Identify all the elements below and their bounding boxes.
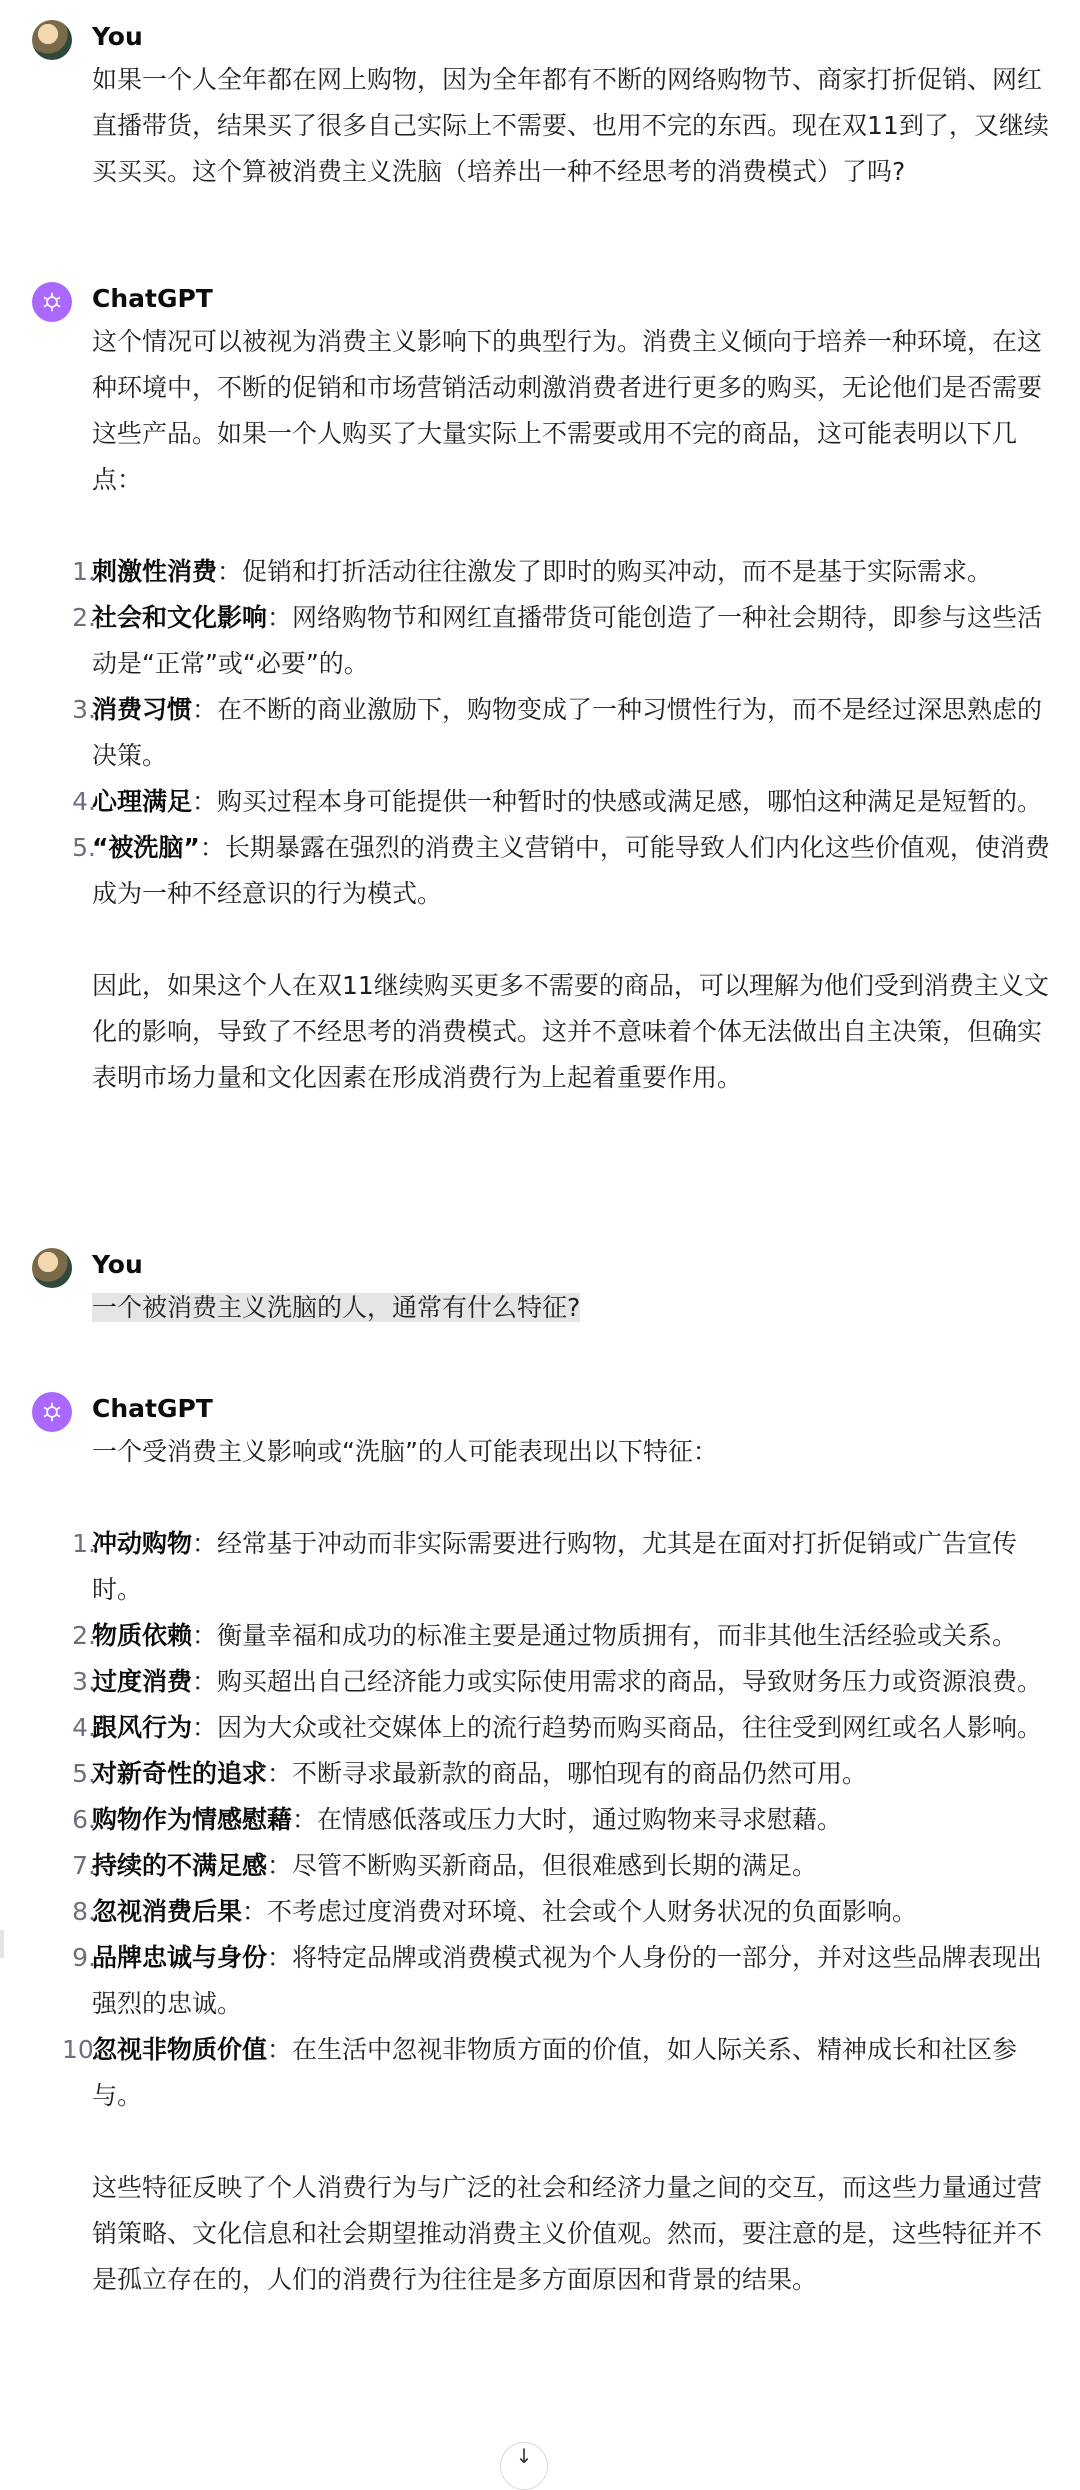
chatgpt-avatar bbox=[32, 282, 72, 322]
list-item-body: ：经常基于冲动而非实际需要进行购物，尤其是在面对打折促销或广告宣传时。 bbox=[92, 1529, 1018, 1604]
list-number: 6. bbox=[72, 1805, 96, 1834]
list-item-title: 心理满足 bbox=[92, 787, 193, 816]
openai-logo-icon bbox=[39, 1399, 65, 1425]
list-number: 2. bbox=[72, 1621, 96, 1650]
response-list bbox=[62, 1521, 1052, 2119]
response-outro: 因此，如果这个人在双11继续购买更多不需要的商品，可以理解为他们受到消费主义文化的影响，导致了不经思考的消费模式。这并不意味着个体无法做出自主决策，但确实表明市场力量和文化因素在形成消费行为上起着重要作用。 bbox=[92, 971, 1049, 1092]
list-item-title: 消费习惯 bbox=[92, 695, 193, 724]
list-item-title: 对新奇性的追求 bbox=[92, 1759, 268, 1788]
list-item bbox=[72, 1659, 1052, 1705]
response-list bbox=[72, 549, 1052, 917]
list-number: 3. bbox=[72, 1667, 96, 1696]
list-number: 9. bbox=[72, 1943, 96, 1972]
list-number: 3. bbox=[72, 695, 96, 724]
list-item bbox=[72, 1935, 1052, 2027]
list-number: 4. bbox=[72, 1713, 96, 1742]
list-number: 2. bbox=[72, 603, 96, 632]
list-item-body: ：在生活中忽视非物质方面的价值，如人际关系、精神成长和社区参与。 bbox=[92, 2035, 1018, 2110]
response-outro: 这些特征反映了个人消费行为与广泛的社会和经济力量之间的交互，而这些力量通过营销策略、文化信息和社会期望推动消费主义价值观。然而，要注意的是，这些特征并不是孤立存在的，人们的消费行为往往是多方面原因和背景的结果。 bbox=[92, 2173, 1043, 2294]
user-prompt-text: 如果一个人全年都在网上购物，因为全年都有不断的网络购物节、商家打折促销、网红直播带货，结果买了很多自己实际上不需要、也用不完的东西。现在双11到了，又继续买买买。这个算被消费主义洗脑（培养出一种不经思考的消费模式）了吗? bbox=[92, 65, 1049, 186]
list-item-title: 物质依赖 bbox=[92, 1621, 193, 1650]
list-item-body: ：因为大众或社交媒体上的流行趋势而购买商品，往往受到网红或名人影响。 bbox=[192, 1713, 1043, 1742]
list-item-title: 过度消费 bbox=[92, 1667, 193, 1696]
list-item-body: ：不断寻求最新款的商品，哪怕现有的商品仍然可用。 bbox=[267, 1759, 868, 1788]
message-text bbox=[62, 1429, 1052, 2303]
message-author: You bbox=[92, 22, 143, 51]
user-prompt-text: 一个被消费主义洗脑的人，通常有什么特征? bbox=[92, 1293, 581, 1322]
list-number: 1. bbox=[72, 1529, 96, 1558]
list-number: 5. bbox=[72, 833, 96, 862]
list-item bbox=[72, 1751, 1052, 1797]
chatgpt-avatar bbox=[32, 1392, 72, 1432]
list-number: 8. bbox=[72, 1897, 96, 1926]
response-intro: 这个情况可以被视为消费主义影响下的典型行为。消费主义倾向于培养一种环境，在这种环境中，不断的促销和市场营销活动刺激消费者进行更多的购买，无论他们是否需要这些产品。如果一个人购买了大量实际上不需要或用不完的商品，这可能表明以下几点： bbox=[92, 327, 1043, 494]
list-item bbox=[72, 1521, 1052, 1613]
list-number: 5. bbox=[72, 1759, 96, 1788]
list-item-title: 购物作为情感慰藉 bbox=[92, 1805, 293, 1834]
message-text bbox=[92, 1285, 1052, 1331]
message-text bbox=[92, 57, 1052, 195]
list-item bbox=[72, 779, 1052, 825]
list-item bbox=[72, 1797, 1052, 1843]
list-item-title: 忽视消费后果 bbox=[92, 1897, 243, 1926]
list-item-title: 社会和文化影响 bbox=[92, 603, 268, 632]
message-text bbox=[72, 319, 1052, 1101]
list-item-body: ：尽管不断购买新商品，但很难感到长期的满足。 bbox=[267, 1851, 818, 1880]
list-item-body: ：长期暴露在强烈的消费主义营销中，可能导致人们内化这些价值观，使消费成为一种不经意识的行为模式。 bbox=[92, 833, 1050, 908]
list-item-title: 跟风行为 bbox=[92, 1713, 193, 1742]
list-item bbox=[72, 825, 1052, 917]
list-item-body: ：衡量幸福和成功的标准主要是通过物质拥有，而非其他生活经验或关系。 bbox=[192, 1621, 1018, 1650]
list-item bbox=[72, 687, 1052, 779]
list-item-title: 忽视非物质价值 bbox=[92, 2035, 268, 2064]
list-item-title: “被洗脑” bbox=[92, 833, 200, 862]
list-item bbox=[72, 1613, 1052, 1659]
list-item-body: ：网络购物节和网红直播带货可能创造了一种社会期待，即参与这些活动是“正常”或“必要”的。 bbox=[92, 603, 1043, 678]
list-item-title: 品牌忠诚与身份 bbox=[92, 1943, 268, 1972]
list-number: 4. bbox=[72, 787, 96, 816]
list-item bbox=[72, 595, 1052, 687]
openai-logo-icon bbox=[39, 289, 65, 315]
list-item-body: ：促销和打折活动往往激发了即时的购买冲动，而不是基于实际需求。 bbox=[217, 557, 993, 586]
list-item bbox=[72, 549, 1052, 595]
list-item-title: 冲动购物 bbox=[92, 1529, 193, 1558]
list-item-body: ：购买超出自己经济能力或实际使用需求的商品，导致财务压力或资源浪费。 bbox=[192, 1667, 1043, 1696]
list-item-title: 持续的不满足感 bbox=[92, 1851, 268, 1880]
list-item bbox=[72, 1889, 1052, 1935]
list-item-body: ：将特定品牌或消费模式视为个人身份的一部分，并对这些品牌表现出强烈的忠诚。 bbox=[92, 1943, 1043, 2018]
list-item bbox=[72, 1705, 1052, 1751]
list-item bbox=[62, 2027, 1052, 2119]
list-item bbox=[72, 1843, 1052, 1889]
list-number: 1. bbox=[72, 557, 96, 586]
scroll-edge-marker bbox=[0, 1930, 4, 1958]
list-item-title: 刺激性消费 bbox=[92, 557, 218, 586]
arrow-down-icon: ↓ bbox=[515, 2444, 533, 2468]
list-item-body: ：在情感低落或压力大时，通过购物来寻求慰藉。 bbox=[292, 1805, 843, 1834]
list-item-body: ：不考虑过度消费对环境、社会或个人财务状况的负面影响。 bbox=[242, 1897, 918, 1926]
user-avatar bbox=[32, 20, 72, 60]
scroll-down-button[interactable] bbox=[500, 2442, 548, 2490]
message-author: You bbox=[92, 1250, 143, 1279]
list-item-body: ：在不断的商业激励下，购物变成了一种习惯性行为，而不是经过深思熟虑的决策。 bbox=[92, 695, 1043, 770]
message-author: ChatGPT bbox=[92, 1394, 213, 1423]
response-intro: 一个受消费主义影响或“洗脑”的人可能表现出以下特征： bbox=[92, 1437, 718, 1466]
message-author: ChatGPT bbox=[92, 284, 213, 313]
list-number: 7. bbox=[72, 1851, 96, 1880]
list-item-body: ：购买过程本身可能提供一种暂时的快感或满足感，哪怕这种满足是短暂的。 bbox=[192, 787, 1043, 816]
list-number: 10. bbox=[62, 2035, 102, 2064]
user-avatar bbox=[32, 1248, 72, 1288]
user-prompt-container bbox=[92, 1285, 1052, 1331]
